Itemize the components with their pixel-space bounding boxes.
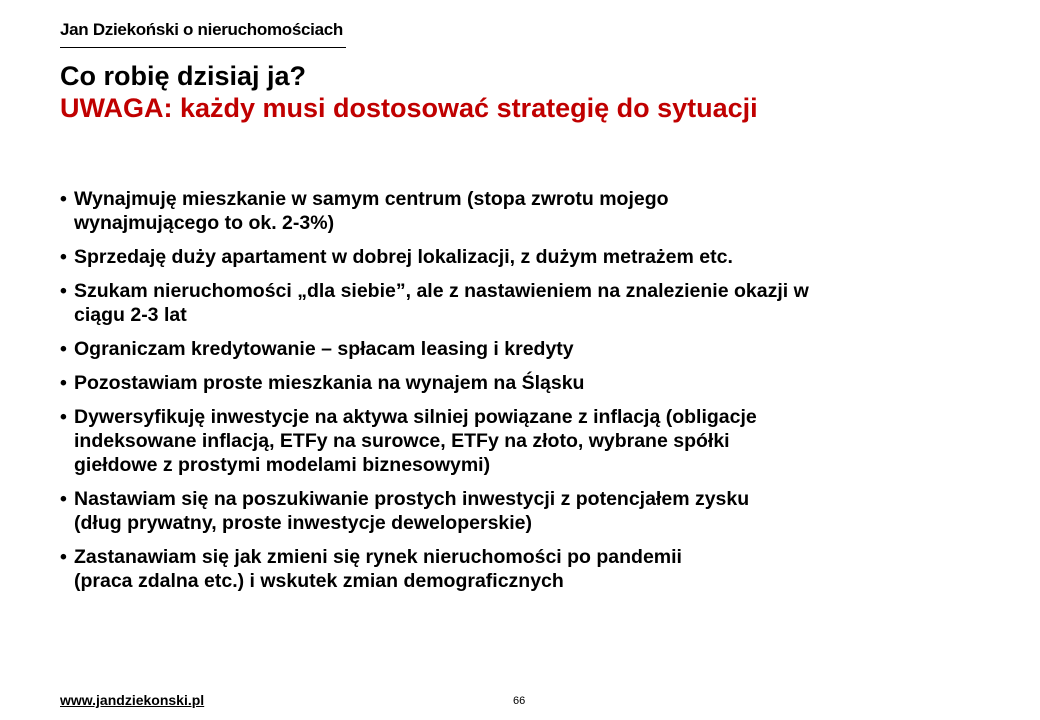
bullet-item xyxy=(60,487,1000,535)
footer-website-link[interactable]: www.jandziekonski.pl xyxy=(60,692,205,708)
bullet-item xyxy=(60,371,1000,395)
bullet-item xyxy=(60,245,1000,269)
bullet-list xyxy=(60,187,1000,603)
brand-underline-divider xyxy=(60,47,346,48)
bullet-line: Nastawiam się na poszukiwanie prostych inwestycji z potencjałem zysku xyxy=(74,488,750,510)
bullet-marker: • xyxy=(60,546,67,568)
bullet-line: Dywersyfikuję inwestycje na aktywa silniej powiązane z inflacją (obligacje xyxy=(74,406,757,428)
bullet-line: (praca zdalna etc.) i wskutek zmian demograficznych xyxy=(74,570,564,592)
bullet-marker: • xyxy=(60,372,67,394)
bullet-line: wynajmującego to ok. 2-3%) xyxy=(74,212,335,234)
slide-title xyxy=(60,60,758,124)
bullet-line: giełdowe z prostymi modelami biznesowymi) xyxy=(74,454,491,476)
bullet-marker: • xyxy=(60,488,67,510)
bullet-item xyxy=(60,187,1000,235)
bullet-marker: • xyxy=(60,280,67,302)
page-number: 66 xyxy=(513,695,526,707)
bullet-line: Wynajmuję mieszkanie w samym centrum (stopa zwrotu mojego xyxy=(74,188,669,210)
bullet-line: Pozostawiam proste mieszkania na wynajem na Śląsku xyxy=(74,372,585,394)
brand-header: Jan Dziekoński o nieruchomościach xyxy=(60,20,343,39)
bullet-line: Zastanawiam się jak zmieni się rynek nieruchomości po pandemii xyxy=(74,546,682,568)
bullet-item xyxy=(60,405,1000,477)
slide-title-line1: Co robię dzisiaj ja? xyxy=(60,61,307,91)
bullet-line: Ograniczam kredytowanie – spłacam leasing i kredyty xyxy=(74,338,574,360)
slide-title-warning: UWAGA: każdy musi dostosować strategię do sytuacji xyxy=(60,93,758,123)
bullet-item xyxy=(60,545,1000,593)
bullet-line: Sprzedaję duży apartament w dobrej lokalizacji, z dużym metrażem etc. xyxy=(74,246,733,268)
bullet-item xyxy=(60,337,1000,361)
bullet-marker: • xyxy=(60,188,67,210)
bullet-marker: • xyxy=(60,246,67,268)
bullet-item xyxy=(60,279,1000,327)
bullet-marker: • xyxy=(60,406,67,428)
bullet-line: Szukam nieruchomości „dla siebie”, ale z nastawieniem na znalezienie okazji w xyxy=(74,280,809,302)
bullet-line: ciągu 2-3 lat xyxy=(74,304,187,326)
bullet-marker: • xyxy=(60,338,67,360)
bullet-line: indeksowane inflacją, ETFy na surowce, ETFy na złoto, wybrane spółki xyxy=(74,430,730,452)
bullet-line: (dług prywatny, proste inwestycje deweloperskie) xyxy=(74,512,533,534)
